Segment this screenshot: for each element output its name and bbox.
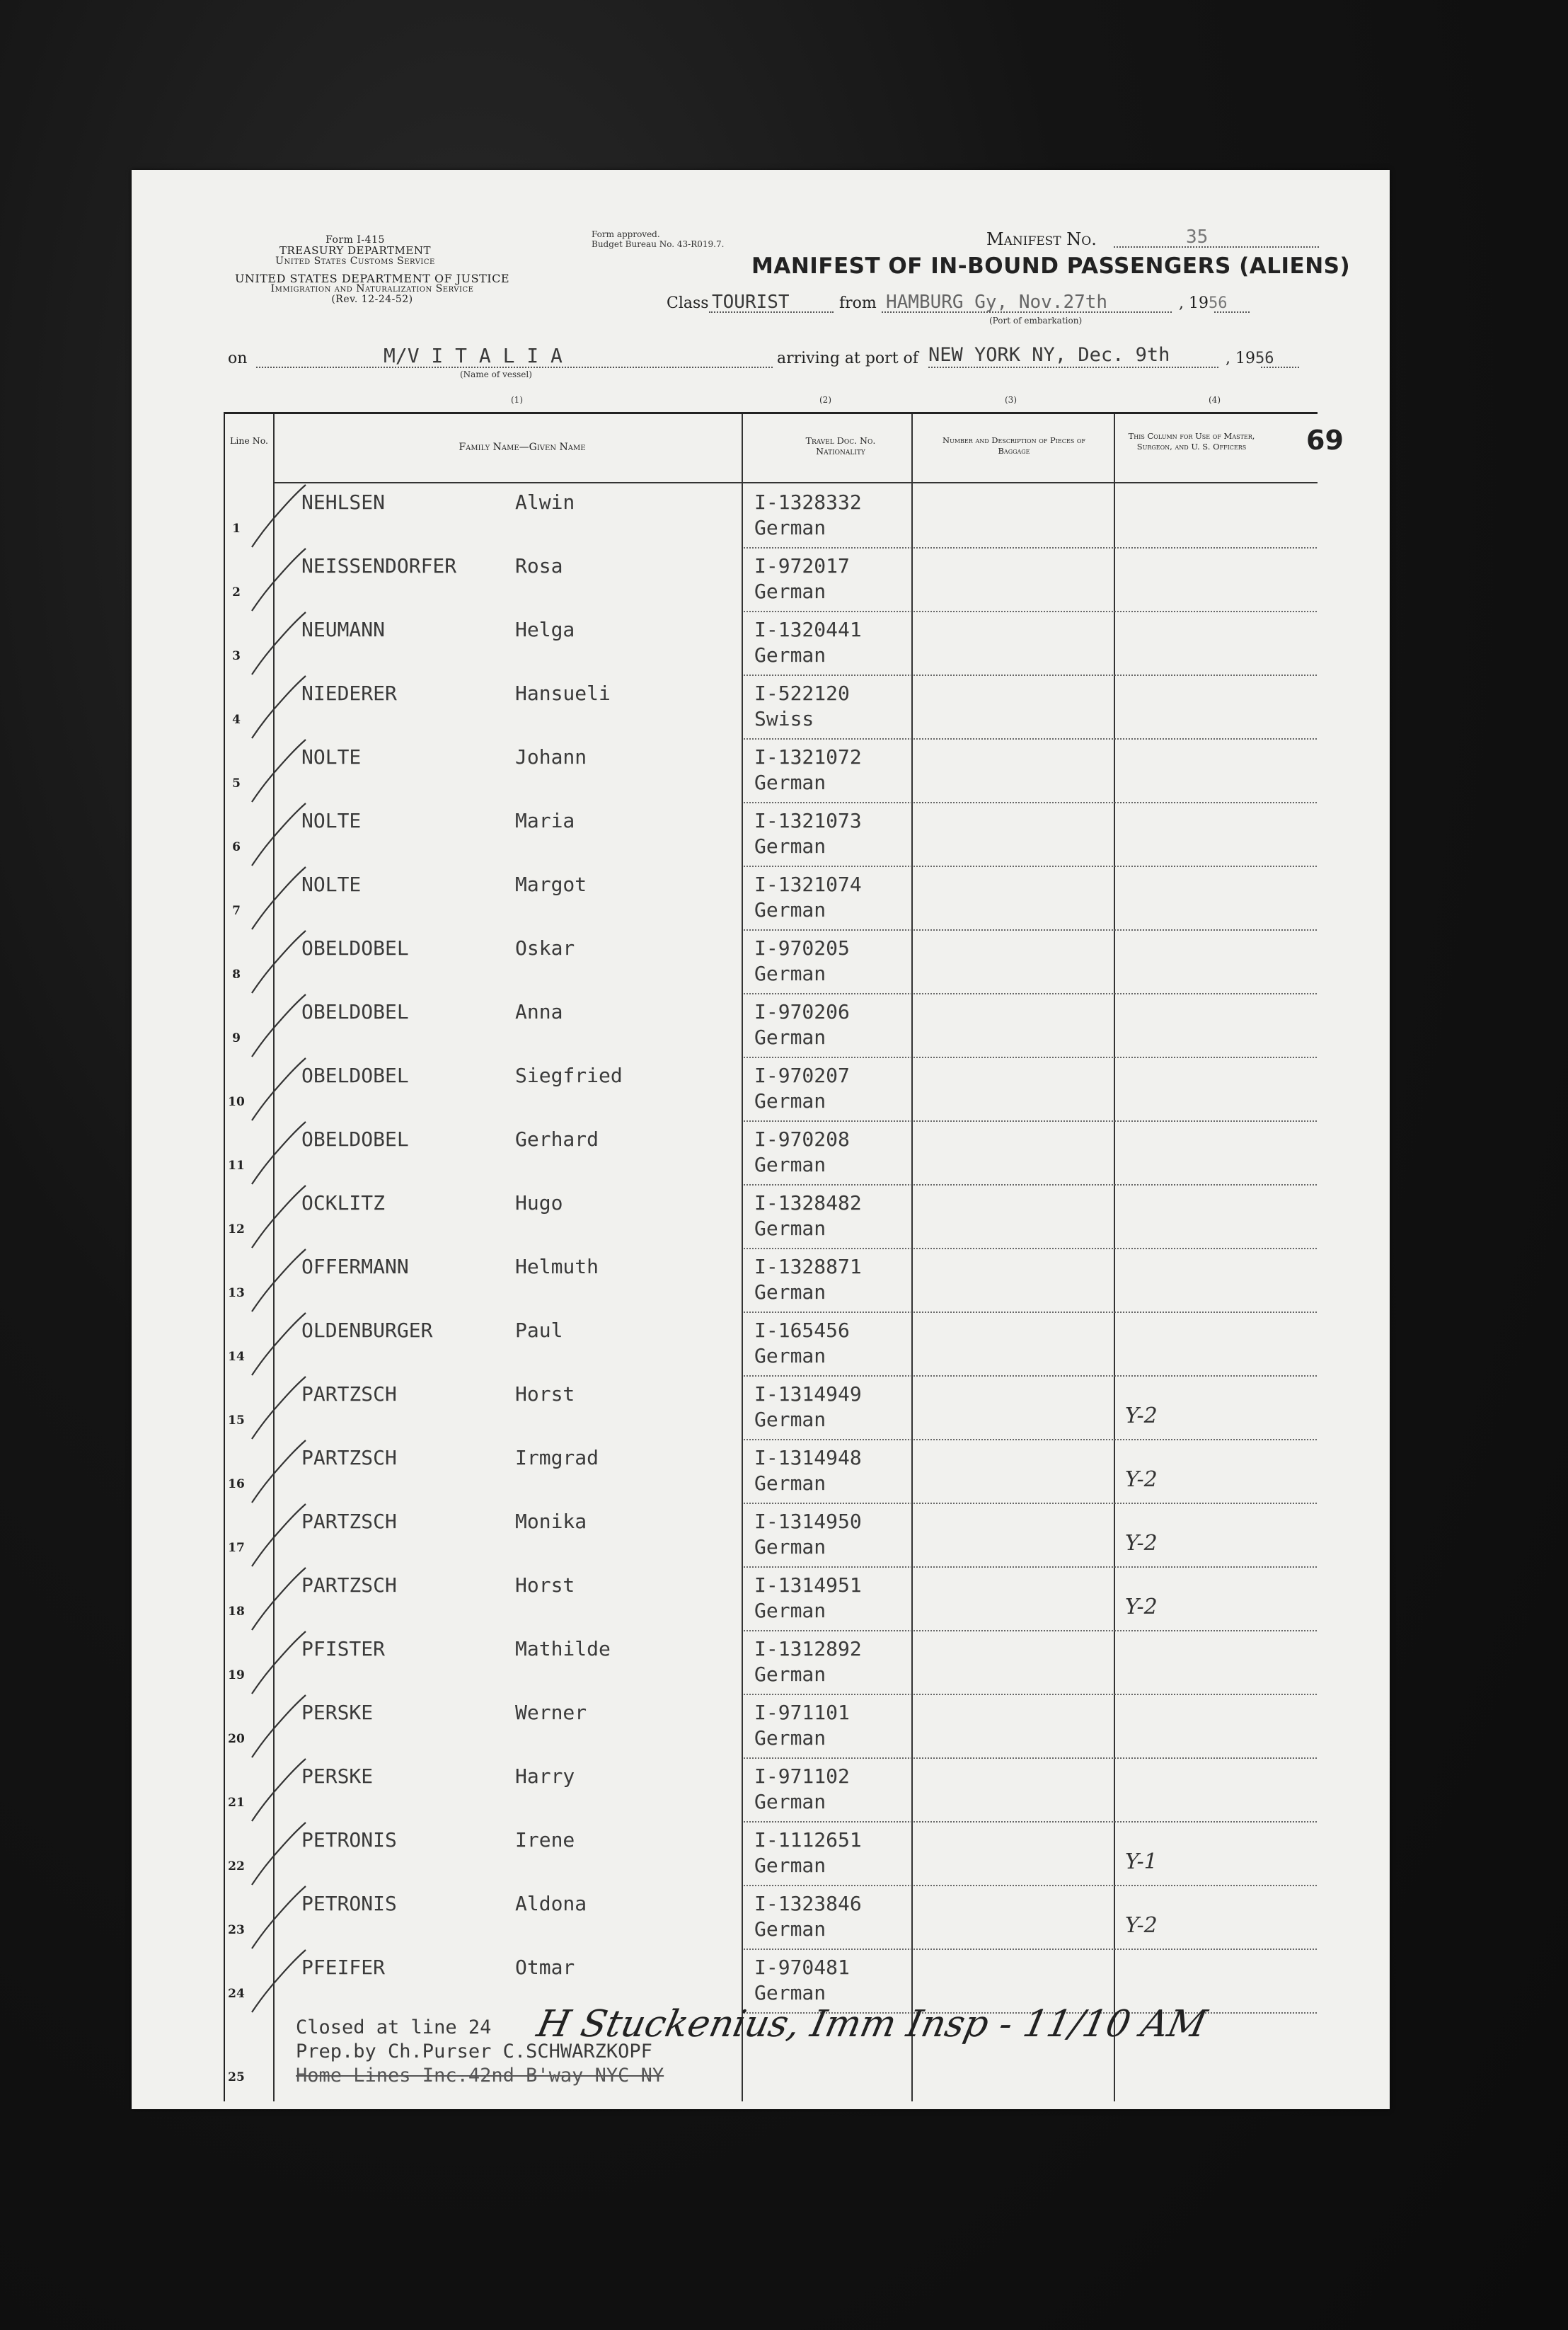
line-number: 20 xyxy=(228,1732,245,1746)
line-number: 5 xyxy=(232,776,241,791)
line-number: 11 xyxy=(228,1159,245,1173)
given-name: Rosa xyxy=(515,554,563,578)
family-name: NOLTE xyxy=(301,873,362,896)
nationality: German xyxy=(754,898,826,922)
nationality: German xyxy=(754,1471,826,1495)
table-row xyxy=(225,740,1318,803)
header-rule xyxy=(273,482,1318,483)
family-name: PERSKE xyxy=(301,1764,374,1788)
family-name: OBELDOBEL xyxy=(301,1064,409,1087)
line-number: 24 xyxy=(228,1987,245,2001)
check-mark-icon xyxy=(231,673,316,744)
check-mark-icon xyxy=(231,1055,316,1126)
officer-note: Y-2 xyxy=(1125,1595,1158,1619)
line-number: 12 xyxy=(228,1222,245,1236)
table-row xyxy=(225,867,1318,931)
year-suffix-2: 56 xyxy=(1255,350,1274,367)
nationality: German xyxy=(754,1535,826,1559)
line-number: 14 xyxy=(228,1350,245,1364)
line-number: 21 xyxy=(228,1796,245,1810)
given-name: Horst xyxy=(515,1573,575,1597)
check-mark-icon xyxy=(231,1883,316,1954)
table-row xyxy=(225,1058,1318,1122)
line-number: 13 xyxy=(228,1286,245,1300)
travel-doc-number: I-970206 xyxy=(754,1000,850,1023)
check-mark-icon xyxy=(231,928,316,999)
table-row xyxy=(225,1186,1318,1249)
closing-line-1: Closed at line 24 xyxy=(296,2016,492,2038)
header-officers: This Column for Use of Master, Surgeon, and U. S. Officers xyxy=(1128,431,1255,452)
travel-doc-number: I-972017 xyxy=(754,554,850,578)
year-prefix-2: 19 xyxy=(1235,350,1255,367)
officer-note: Y-2 xyxy=(1125,1531,1158,1556)
year-line-2 xyxy=(1261,367,1299,368)
manifest-title: MANIFEST OF IN-BOUND PASSENGERS (ALIENS) xyxy=(751,253,1351,279)
nationality: German xyxy=(754,643,826,667)
check-mark-icon xyxy=(231,1565,316,1636)
year-line-1 xyxy=(1214,311,1250,313)
travel-doc-number: I-1321073 xyxy=(754,809,862,832)
line-number: 18 xyxy=(228,1605,245,1619)
given-name: Monika xyxy=(515,1510,587,1533)
given-name: Alwin xyxy=(515,490,575,514)
class-value: TOURIST xyxy=(712,292,790,313)
given-name: Horst xyxy=(515,1382,575,1406)
check-mark-icon xyxy=(231,1246,316,1317)
family-name: NEUMANN xyxy=(301,618,386,641)
table-row xyxy=(225,612,1318,676)
line-number: 17 xyxy=(228,1541,245,1555)
from-label: from xyxy=(839,294,877,312)
travel-doc-number: I-1314949 xyxy=(754,1382,862,1406)
table-row xyxy=(225,1759,1318,1823)
line-number: 2 xyxy=(232,585,241,599)
check-mark-icon xyxy=(231,1437,316,1508)
officer-note: Y-2 xyxy=(1125,1913,1158,1938)
form-number: Form I-415 xyxy=(325,234,385,246)
given-name: Margot xyxy=(515,873,587,896)
check-mark-icon xyxy=(231,800,316,871)
treasury-department: TREASURY DEPARTMENT xyxy=(279,244,431,257)
given-name: Maria xyxy=(515,809,575,832)
travel-doc-number: I-971102 xyxy=(754,1764,850,1788)
class-label: Class xyxy=(667,294,709,312)
check-mark-icon xyxy=(231,864,316,935)
header-line-no: Line No. xyxy=(230,435,268,446)
check-mark-icon xyxy=(231,1947,316,2018)
travel-doc-number: I-971101 xyxy=(754,1701,850,1724)
line-number: 23 xyxy=(228,1923,245,1937)
line-number: 7 xyxy=(232,904,241,918)
family-name: OBELDOBEL xyxy=(301,1000,409,1023)
travel-doc-number: I-165456 xyxy=(754,1319,850,1342)
table-row xyxy=(225,676,1318,740)
table-row xyxy=(225,994,1318,1058)
arriving-value: NEW YORK NY, Dec. 9th xyxy=(928,344,1170,366)
travel-doc-number: I-1328482 xyxy=(754,1191,862,1215)
family-name: OBELDOBEL xyxy=(301,936,409,960)
line-number-25: 25 xyxy=(228,2070,245,2084)
nationality: German xyxy=(754,771,826,794)
nationality: German xyxy=(754,1280,826,1304)
family-name: PARTZSCH xyxy=(301,1510,397,1533)
check-mark-icon xyxy=(231,1310,316,1381)
vessel-caption: (Name of vessel) xyxy=(460,369,532,379)
nationality: German xyxy=(754,1726,826,1750)
travel-doc-number: I-522120 xyxy=(754,682,850,705)
travel-doc-number: I-1328332 xyxy=(754,490,862,514)
family-name: OBELDOBEL xyxy=(301,1127,409,1151)
travel-doc-number: I-970207 xyxy=(754,1064,850,1087)
family-name: OCKLITZ xyxy=(301,1191,386,1215)
table-row xyxy=(225,1886,1318,1950)
check-mark-icon xyxy=(231,1501,316,1572)
header-travel-doc: Travel Doc. No. Nationality xyxy=(805,435,876,457)
on-label: on xyxy=(228,350,248,367)
given-name: Helga xyxy=(515,618,575,641)
travel-doc-number: I-970208 xyxy=(754,1127,850,1151)
given-name: Hansueli xyxy=(515,682,611,705)
travel-doc-number: I-970205 xyxy=(754,936,850,960)
given-name: Mathilde xyxy=(515,1637,611,1660)
family-name: OLDENBURGER xyxy=(301,1319,433,1342)
line-number: 3 xyxy=(232,649,241,663)
form-number-block xyxy=(263,235,447,267)
nationality: German xyxy=(754,962,826,985)
given-name: Hugo xyxy=(515,1191,563,1215)
check-mark-icon xyxy=(231,609,316,680)
family-name: NOLTE xyxy=(301,745,362,769)
check-mark-icon xyxy=(231,737,316,808)
col-num-1: (1) xyxy=(511,395,523,405)
table-row xyxy=(225,1313,1318,1377)
year-2: , 1956 xyxy=(1226,350,1274,367)
table-row xyxy=(225,1440,1318,1504)
family-name: PFEIFER xyxy=(301,1956,386,1979)
given-name: Irmgrad xyxy=(515,1446,599,1469)
col-num-3: (3) xyxy=(1005,395,1017,405)
page-number: 69 xyxy=(1306,425,1344,456)
table-row xyxy=(225,549,1318,612)
given-name: Aldona xyxy=(515,1892,587,1915)
revision-date: (Rev. 12-24-52) xyxy=(331,294,413,305)
nationality: German xyxy=(754,580,826,603)
family-name: NOLTE xyxy=(301,809,362,832)
travel-doc-number: I-1323846 xyxy=(754,1892,862,1915)
nationality: Swiss xyxy=(754,707,814,730)
given-name: Johann xyxy=(515,745,587,769)
table-row xyxy=(225,1823,1318,1886)
check-mark-icon xyxy=(231,1374,316,1445)
table-row xyxy=(225,1695,1318,1759)
table-row xyxy=(225,1631,1318,1695)
table-row xyxy=(225,485,1318,549)
passenger-table xyxy=(224,412,1318,2101)
given-name: Anna xyxy=(515,1000,563,1023)
given-name: Harry xyxy=(515,1764,575,1788)
family-name: PARTZSCH xyxy=(301,1573,397,1597)
customs-service: United States Customs Service xyxy=(275,256,435,267)
officer-note: Y-2 xyxy=(1125,1467,1158,1492)
family-name: NEISSENDORFER xyxy=(301,554,457,578)
travel-doc-number: I-1321074 xyxy=(754,873,862,896)
table-row xyxy=(225,1122,1318,1186)
travel-doc-number: I-1314950 xyxy=(754,1510,862,1533)
line-number: 15 xyxy=(228,1413,245,1428)
table-row xyxy=(225,1377,1318,1440)
officer-note: Y-2 xyxy=(1125,1404,1158,1428)
travel-doc-number: I-1112651 xyxy=(754,1828,862,1852)
given-name: Siegfried xyxy=(515,1064,623,1087)
table-row xyxy=(225,803,1318,867)
table-row xyxy=(225,1249,1318,1313)
inspector-signature: H Stuckenius, Imm Insp - 11/10 AM xyxy=(533,2003,1211,2045)
travel-doc-number: I-1312892 xyxy=(754,1637,862,1660)
family-name: NEHLSEN xyxy=(301,490,386,514)
line-number: 9 xyxy=(232,1031,241,1045)
header-baggage: Number and Description of Pieces of Baggage xyxy=(942,435,1085,456)
nationality: German xyxy=(754,1344,826,1367)
check-mark-icon xyxy=(231,1119,316,1190)
nationality: German xyxy=(754,1599,826,1622)
given-name: Paul xyxy=(515,1319,563,1342)
travel-doc-number: I-1314948 xyxy=(754,1446,862,1469)
nationality: German xyxy=(754,1026,826,1049)
table-row xyxy=(225,1504,1318,1568)
nationality: German xyxy=(754,1854,826,1877)
given-name: Helmuth xyxy=(515,1255,599,1278)
nationality: German xyxy=(754,834,826,858)
table-row xyxy=(225,1568,1318,1631)
doj-block xyxy=(217,273,528,305)
nationality: German xyxy=(754,1981,826,2004)
line-number: 16 xyxy=(228,1477,245,1491)
family-name: PFISTER xyxy=(301,1637,386,1660)
arriving-label: arriving at port of xyxy=(777,350,918,367)
nationality: German xyxy=(754,1217,826,1240)
closing-line-3: Home Lines Inc.42nd B'way NYC NY xyxy=(296,2065,664,2087)
travel-doc-number: I-1321072 xyxy=(754,745,862,769)
line-number: 1 xyxy=(232,522,241,536)
check-mark-icon xyxy=(231,1183,316,1253)
form-approved-block xyxy=(592,229,724,249)
budget-bureau: Budget Bureau No. 43-R019.7. xyxy=(592,239,725,249)
check-mark-icon xyxy=(231,482,316,553)
manifest-no-label: Manifest No. xyxy=(986,229,1097,249)
nationality: German xyxy=(754,1917,826,1941)
travel-doc-number: I-1320441 xyxy=(754,618,862,641)
given-name: Oskar xyxy=(515,936,575,960)
form-approved: Form approved. xyxy=(592,229,660,239)
family-name: PARTZSCH xyxy=(301,1446,397,1469)
check-mark-icon xyxy=(231,1629,316,1699)
year-prefix-1: 19 xyxy=(1189,294,1209,312)
family-name: PARTZSCH xyxy=(301,1382,397,1406)
year-suffix-1: 56 xyxy=(1209,294,1228,312)
check-mark-icon xyxy=(231,1692,316,1763)
check-mark-icon xyxy=(231,546,316,616)
family-name: PETRONIS xyxy=(301,1828,397,1852)
line-number: 8 xyxy=(232,968,241,982)
year-1: , 1956 xyxy=(1179,294,1228,312)
given-name: Irene xyxy=(515,1828,575,1852)
table-row xyxy=(225,931,1318,994)
check-mark-icon xyxy=(231,1756,316,1827)
nationality: German xyxy=(754,1153,826,1176)
arriving-line xyxy=(928,367,1218,368)
check-mark-icon xyxy=(231,992,316,1062)
vessel-name: M/V I T A L I A xyxy=(384,344,563,367)
nationality: German xyxy=(754,1663,826,1686)
given-name: Otmar xyxy=(515,1956,575,1979)
nationality: German xyxy=(754,516,826,539)
line-number: 10 xyxy=(228,1095,245,1109)
given-name: Gerhard xyxy=(515,1127,599,1151)
manifest-no-value: 35 xyxy=(1186,226,1209,248)
from-value: HAMBURG Gy, Nov.27th xyxy=(886,292,1108,313)
line-number: 6 xyxy=(232,840,241,854)
travel-doc-number: I-970481 xyxy=(754,1956,850,1979)
nationality: German xyxy=(754,1790,826,1813)
line-number: 4 xyxy=(232,713,241,727)
family-name: NIEDERER xyxy=(301,682,397,705)
department-of-justice: UNITED STATES DEPARTMENT OF JUSTICE xyxy=(234,272,510,285)
travel-doc-number: I-1314951 xyxy=(754,1573,862,1597)
family-name: PETRONIS xyxy=(301,1892,397,1915)
officer-note: Y-1 xyxy=(1125,1849,1158,1874)
line-number: 22 xyxy=(228,1859,245,1873)
family-name: OFFERMANN xyxy=(301,1255,409,1278)
port-of-embarkation-caption: (Port of embarkation) xyxy=(989,316,1083,326)
ins-service: Immigration and Naturalization Service xyxy=(270,283,474,294)
closing-line-2: Prep.by Ch.Purser C.SCHWARZKOPF xyxy=(296,2041,652,2062)
nationality: German xyxy=(754,1408,826,1431)
nationality: German xyxy=(754,1089,826,1113)
check-mark-icon xyxy=(231,1820,316,1890)
given-name: Werner xyxy=(515,1701,587,1724)
col-num-2: (2) xyxy=(819,395,831,405)
family-name: PERSKE xyxy=(301,1701,374,1724)
travel-doc-number: I-1328871 xyxy=(754,1255,862,1278)
col-num-4: (4) xyxy=(1209,395,1221,405)
header-name: Family Name—Given Name xyxy=(459,442,586,453)
line-number: 19 xyxy=(228,1668,245,1682)
manifest-no-line xyxy=(1114,246,1319,248)
